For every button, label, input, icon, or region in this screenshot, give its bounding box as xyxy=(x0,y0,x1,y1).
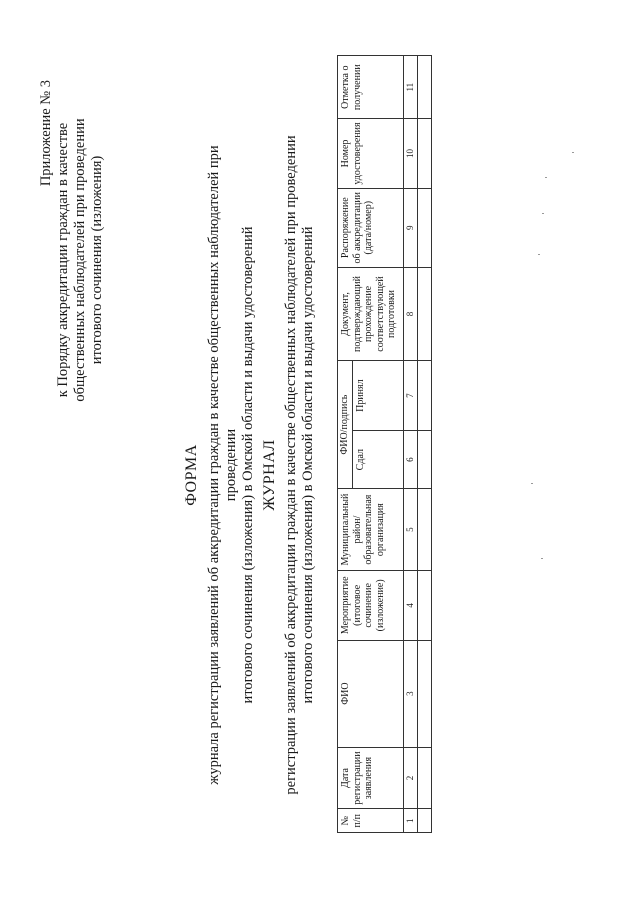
table-cell xyxy=(417,56,431,119)
table-cell xyxy=(417,119,431,188)
header-cert-number: Номер удостоверения xyxy=(338,119,404,188)
scan-speck xyxy=(538,254,540,255)
column-number: 11 xyxy=(403,56,417,119)
table-cell xyxy=(417,188,431,267)
table-cell xyxy=(417,489,431,571)
header-order: Распоряжение об аккредитации (дата/номер) xyxy=(338,188,404,267)
column-number: 7 xyxy=(403,361,417,431)
table-cell xyxy=(417,570,431,640)
table-cell xyxy=(417,809,431,833)
column-number: 3 xyxy=(403,640,417,747)
header-date: Дата регистрации заявления xyxy=(338,747,404,809)
column-number: 4 xyxy=(403,570,417,640)
appendix-block xyxy=(38,80,106,440)
appendix-line: итогового сочинения (изложения) xyxy=(89,155,105,365)
header-num: № п/п xyxy=(338,809,404,833)
table-cell xyxy=(417,431,431,489)
form-subtitle-line: журнала регистрации заявлений об аккредитации граждан в качестве общественных наблюдателей при проведении xyxy=(206,145,239,785)
appendix-line: общественных наблюдателей при проведении xyxy=(72,118,88,402)
column-number: 1 xyxy=(403,809,417,833)
appendix-number: Приложение № 3 xyxy=(38,80,54,187)
column-number: 2 xyxy=(403,747,417,809)
column-number: 5 xyxy=(403,489,417,571)
header-receipt-mark: Отметка о получении xyxy=(338,56,404,119)
header-fio: ФИО xyxy=(338,640,404,747)
form-subtitle-line: итогового сочинения (изложения) в Омской области и выдачи удостоверений xyxy=(240,226,256,704)
scan-speck xyxy=(572,152,574,153)
column-number: 6 xyxy=(403,431,417,489)
table-cell xyxy=(417,747,431,809)
table-header-row xyxy=(338,56,353,833)
scan-speck xyxy=(542,213,544,214)
header-accepted: Принял xyxy=(352,361,403,431)
appendix-line: к Порядку аккредитации граждан в качестве xyxy=(55,122,71,398)
scan-speck xyxy=(531,483,533,484)
header-document: Документ, подтверждающий прохождение соответствующей подготовки xyxy=(338,267,404,360)
journal-subtitle-line: регистрации заявлений об аккредитации граждан в качестве общественных наблюдателей при проведении xyxy=(283,135,299,795)
form-subtitle xyxy=(206,125,257,805)
column-number: 10 xyxy=(403,119,417,188)
form-title: ФОРМА xyxy=(183,444,200,506)
table-cell xyxy=(417,640,431,747)
journal-title: ЖУРНАЛ xyxy=(261,439,278,511)
header-municipal: Муниципальный район/ образовательная организация xyxy=(338,489,404,571)
journal-subtitle xyxy=(283,125,317,805)
scan-speck xyxy=(541,558,543,559)
table-cell xyxy=(417,361,431,431)
header-handed: Сдал xyxy=(352,431,403,489)
column-number: 8 xyxy=(403,267,417,360)
column-number-row xyxy=(403,56,417,833)
table-row xyxy=(417,56,431,833)
header-event: Мероприятие (итоговое сочинение (изложение) xyxy=(338,570,404,640)
journal-subtitle-line: итогового сочинения (изложения) в Омской области и выдачи удостоверений xyxy=(300,226,316,704)
header-fio-sign: ФИО/подпись xyxy=(338,361,353,489)
table-cell xyxy=(417,267,431,360)
column-number: 9 xyxy=(403,188,417,267)
scan-speck xyxy=(545,177,547,178)
journal-table xyxy=(337,55,432,833)
